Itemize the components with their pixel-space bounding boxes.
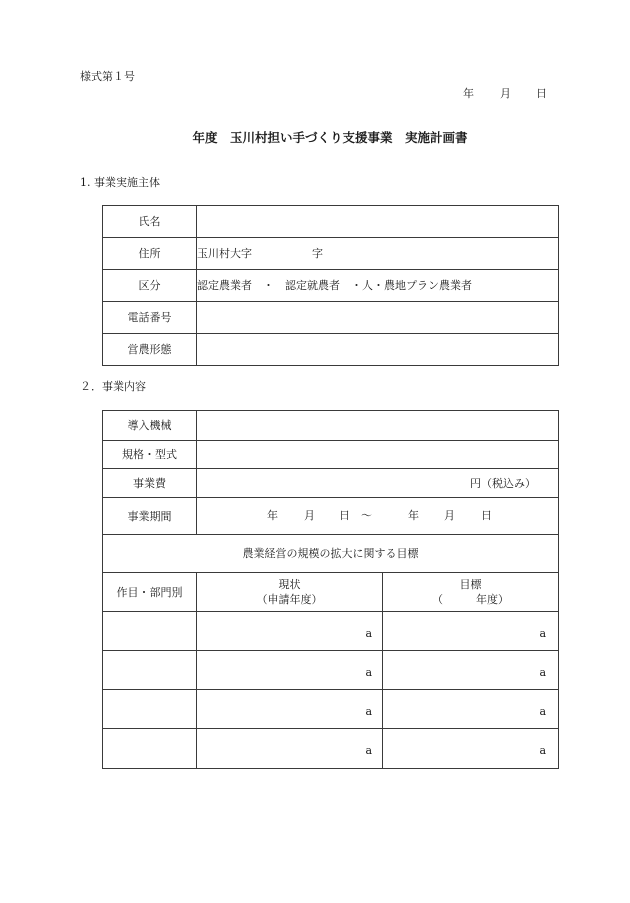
target-area-unit: a	[383, 729, 559, 769]
category-options-text: 認定農業者 ・ 認定就農者 ・人・農地プラン農業者	[197, 270, 559, 302]
row-label: 住所	[103, 238, 197, 270]
current-area-unit: a	[197, 729, 383, 769]
period-end-year: 年	[408, 509, 419, 522]
current-area-unit: a	[197, 690, 383, 729]
date-year-label: 年	[463, 87, 474, 100]
table-row-goal-heading	[103, 535, 559, 573]
row-label: 事業費	[103, 469, 197, 498]
column-header-current	[197, 573, 383, 612]
table-row-period	[103, 498, 559, 535]
date-day-label: 日	[536, 87, 547, 100]
period-value-cell	[197, 498, 559, 535]
column-header-current-sub: （申請年度）	[256, 593, 323, 606]
date-month-label: 月	[500, 87, 511, 100]
table-row	[103, 729, 559, 769]
crop-cell	[103, 729, 197, 769]
row-label: 規格・型式	[103, 441, 197, 469]
row-label: 導入機械	[103, 411, 197, 441]
period-end-day: 日	[481, 509, 492, 522]
period-start-day: 日	[339, 509, 350, 522]
phone-value-cell	[197, 302, 559, 334]
section-heading-project: ２．事業内容	[80, 380, 146, 393]
table-row-category	[103, 270, 559, 302]
target-area-unit: a	[383, 651, 559, 690]
goal-table-header-row	[103, 573, 559, 612]
period-start-year: 年	[267, 509, 278, 522]
row-label: 営農形態	[103, 334, 197, 366]
row-label: 区分	[103, 270, 197, 302]
column-header-target-title: 目標	[459, 578, 482, 591]
machine-value-cell	[197, 411, 559, 441]
table-row	[103, 612, 559, 651]
project-table	[102, 410, 559, 769]
spec-value-cell	[197, 441, 559, 469]
address-aza-text: 字	[312, 247, 323, 260]
table-row	[103, 690, 559, 729]
document-title: 年度 玉川村担い手づくり支援事業 実施計画書	[192, 130, 468, 145]
farming-type-value-cell	[197, 334, 559, 366]
period-end-month: 月	[444, 509, 455, 522]
table-row-machine	[103, 411, 559, 441]
current-area-unit: a	[197, 651, 383, 690]
period-date-range	[197, 509, 558, 523]
name-value-cell	[197, 206, 559, 238]
table-row-spec	[103, 441, 559, 469]
table-row-farming-type	[103, 334, 559, 366]
table-row	[103, 651, 559, 690]
table-row-name	[103, 206, 559, 238]
applicant-table	[102, 205, 559, 366]
period-start-month: 月	[304, 509, 315, 522]
crop-cell	[103, 690, 197, 729]
address-village-text: 玉川村大字	[197, 247, 252, 260]
table-row-phone	[103, 302, 559, 334]
current-area-unit: a	[197, 612, 383, 651]
column-header-current-title: 現状	[278, 578, 301, 591]
address-value-cell	[197, 238, 559, 270]
row-label: 事業期間	[103, 498, 197, 535]
target-area-unit: a	[383, 690, 559, 729]
goal-heading: 農業経営の規模の拡大に関する目標	[103, 535, 559, 573]
column-header-target	[383, 573, 559, 612]
table-row-cost	[103, 469, 559, 498]
column-header-target-sub: （ 年度）	[432, 593, 509, 606]
form-number: 様式第１号	[80, 70, 135, 83]
section-heading-applicant: 1. 事業実施主体	[80, 176, 160, 189]
period-separator: ～	[361, 509, 372, 522]
table-row-address	[103, 238, 559, 270]
crop-cell	[103, 612, 197, 651]
crop-cell	[103, 651, 197, 690]
row-label: 氏名	[103, 206, 197, 238]
row-label: 電話番号	[103, 302, 197, 334]
target-area-unit: a	[383, 612, 559, 651]
column-header-crop: 作目・部門別	[103, 573, 197, 612]
cost-unit-text: 円（税込み）	[197, 469, 559, 498]
